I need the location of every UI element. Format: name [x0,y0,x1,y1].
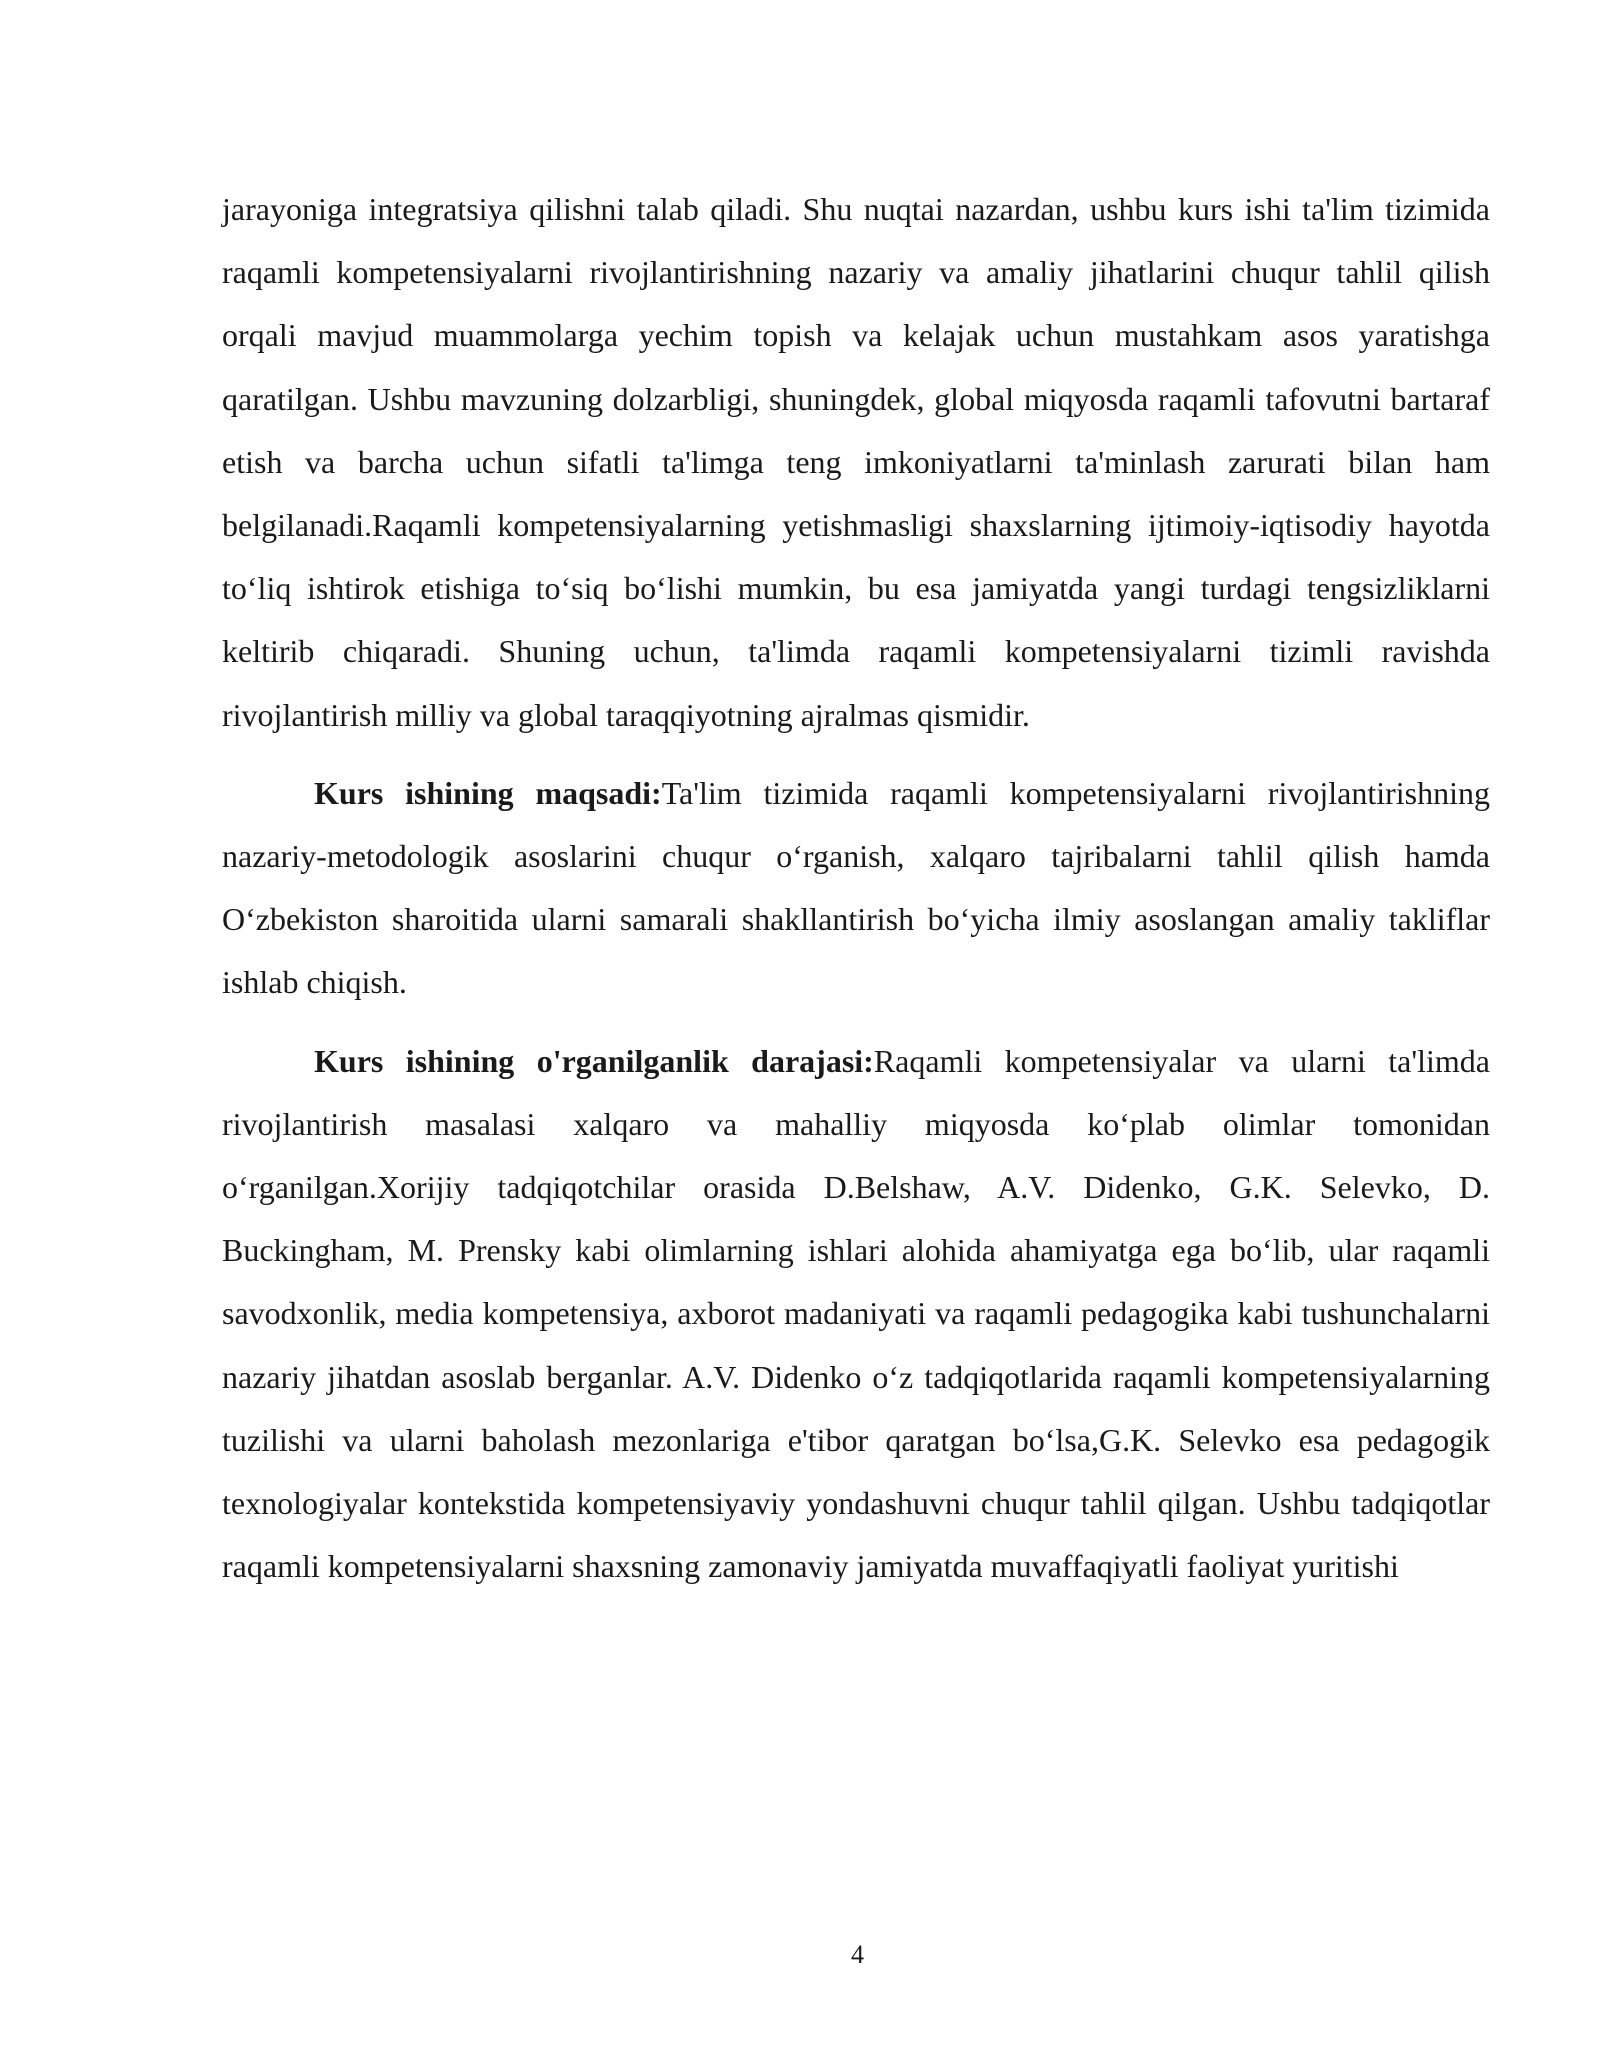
paragraph-2-text: Ta'lim tizimida raqamli kompetensiyalarni rivojlantirishning nazariy-metodologik asoslarini chuqur o‘rganish, xalqaro tajribalarni tahlil qilish hamda O‘zbekiston sharoitida ularni samarali shakllantirish bo‘yicha ilmiy asoslangan amaliy takliflar ishlab chiqish. [222,774,1491,1001]
paragraph-3-text: Raqamli kompetensiyalar va ularni ta'limda rivojlantirish masalasi xalqaro va mahalliy miqyosda ko‘plab olimlar tomonidan o‘rganilgan.Xorijiy tadqiqotchilar orasida D.Belshaw, A.V. Didenko, G.K. Selevko, D. Buckingham, M. Prensky kabi olimlarning ishlari alohida ahamiyatga ega bo‘lib, ular raqamli savodxonlik, media kompetensiya, axborot madaniyati va raqamli pedagogika kabi tushunchalarni nazariy jihatdan asoslab berganlar. A.V. Didenko o‘z tadqiqotlarida raqamli kompetensiyalarning tuzilishi va ularni baholash mezonlariga e'tibor qaratgan bo‘lsa,G.K. Selevko esa pedagogik texnologiyalar kontekstida kompetensiyaviy yondashuvni chuqur tahlil qilgan. Ushbu tadqiqotlar raqamli kompetensiyalarni shaxsning zamonaviy jamiyatda muvaffaqiyatli faoliyat yuritishi [222,1042,1490,1585]
paragraph-3-heading: Kurs ishining o'rganilganlik darajasi: [314,1042,874,1079]
paragraph-intro-continuation [222,178,1490,747]
paragraph-2-heading: Kurs ishining maqsadi: [314,774,662,811]
body-text [222,178,1490,1598]
paragraph-goal [222,762,1490,1015]
paragraph-study-level [222,1030,1490,1599]
paragraph-1-text: jarayoniga integratsiya qilishni talab qiladi. Shu nuqtai nazardan, ushbu kurs ishi ta'lim tizimida raqamli kompetensiyalarni rivojlantirishning nazariy va amaliy jihatlarini chuqur tahlil qilish orqali mavjud muammolarga yechim topish va kelajak uchun mustahkam asos yaratishga qaratilgan. Ushbu mavzuning dolzarbligi, shuningdek, global miqyosda raqamli tafovutni bartaraf etish va barcha uchun sifatli ta'limga teng imkoniyatlarni ta'minlash zarurati bilan ham belgilanadi.Raqamli kompetensiyalarning yetishmasligi shaxslarning ijtimoiy-iqtisodiy hayotda to‘liq ishtirok etishiga to‘siq bo‘lishi mumkin, bu esa jamiyatda yangi turdagi tengsizliklarni keltirib chiqaradi. Shuning uchun, ta'limda raqamli kompetensiyalarni tizimli ravishda rivojlantirish milliy va global taraqqiyotning ajralmas qismidir. [222,191,1490,733]
page-number: 4 [851,1940,864,1969]
